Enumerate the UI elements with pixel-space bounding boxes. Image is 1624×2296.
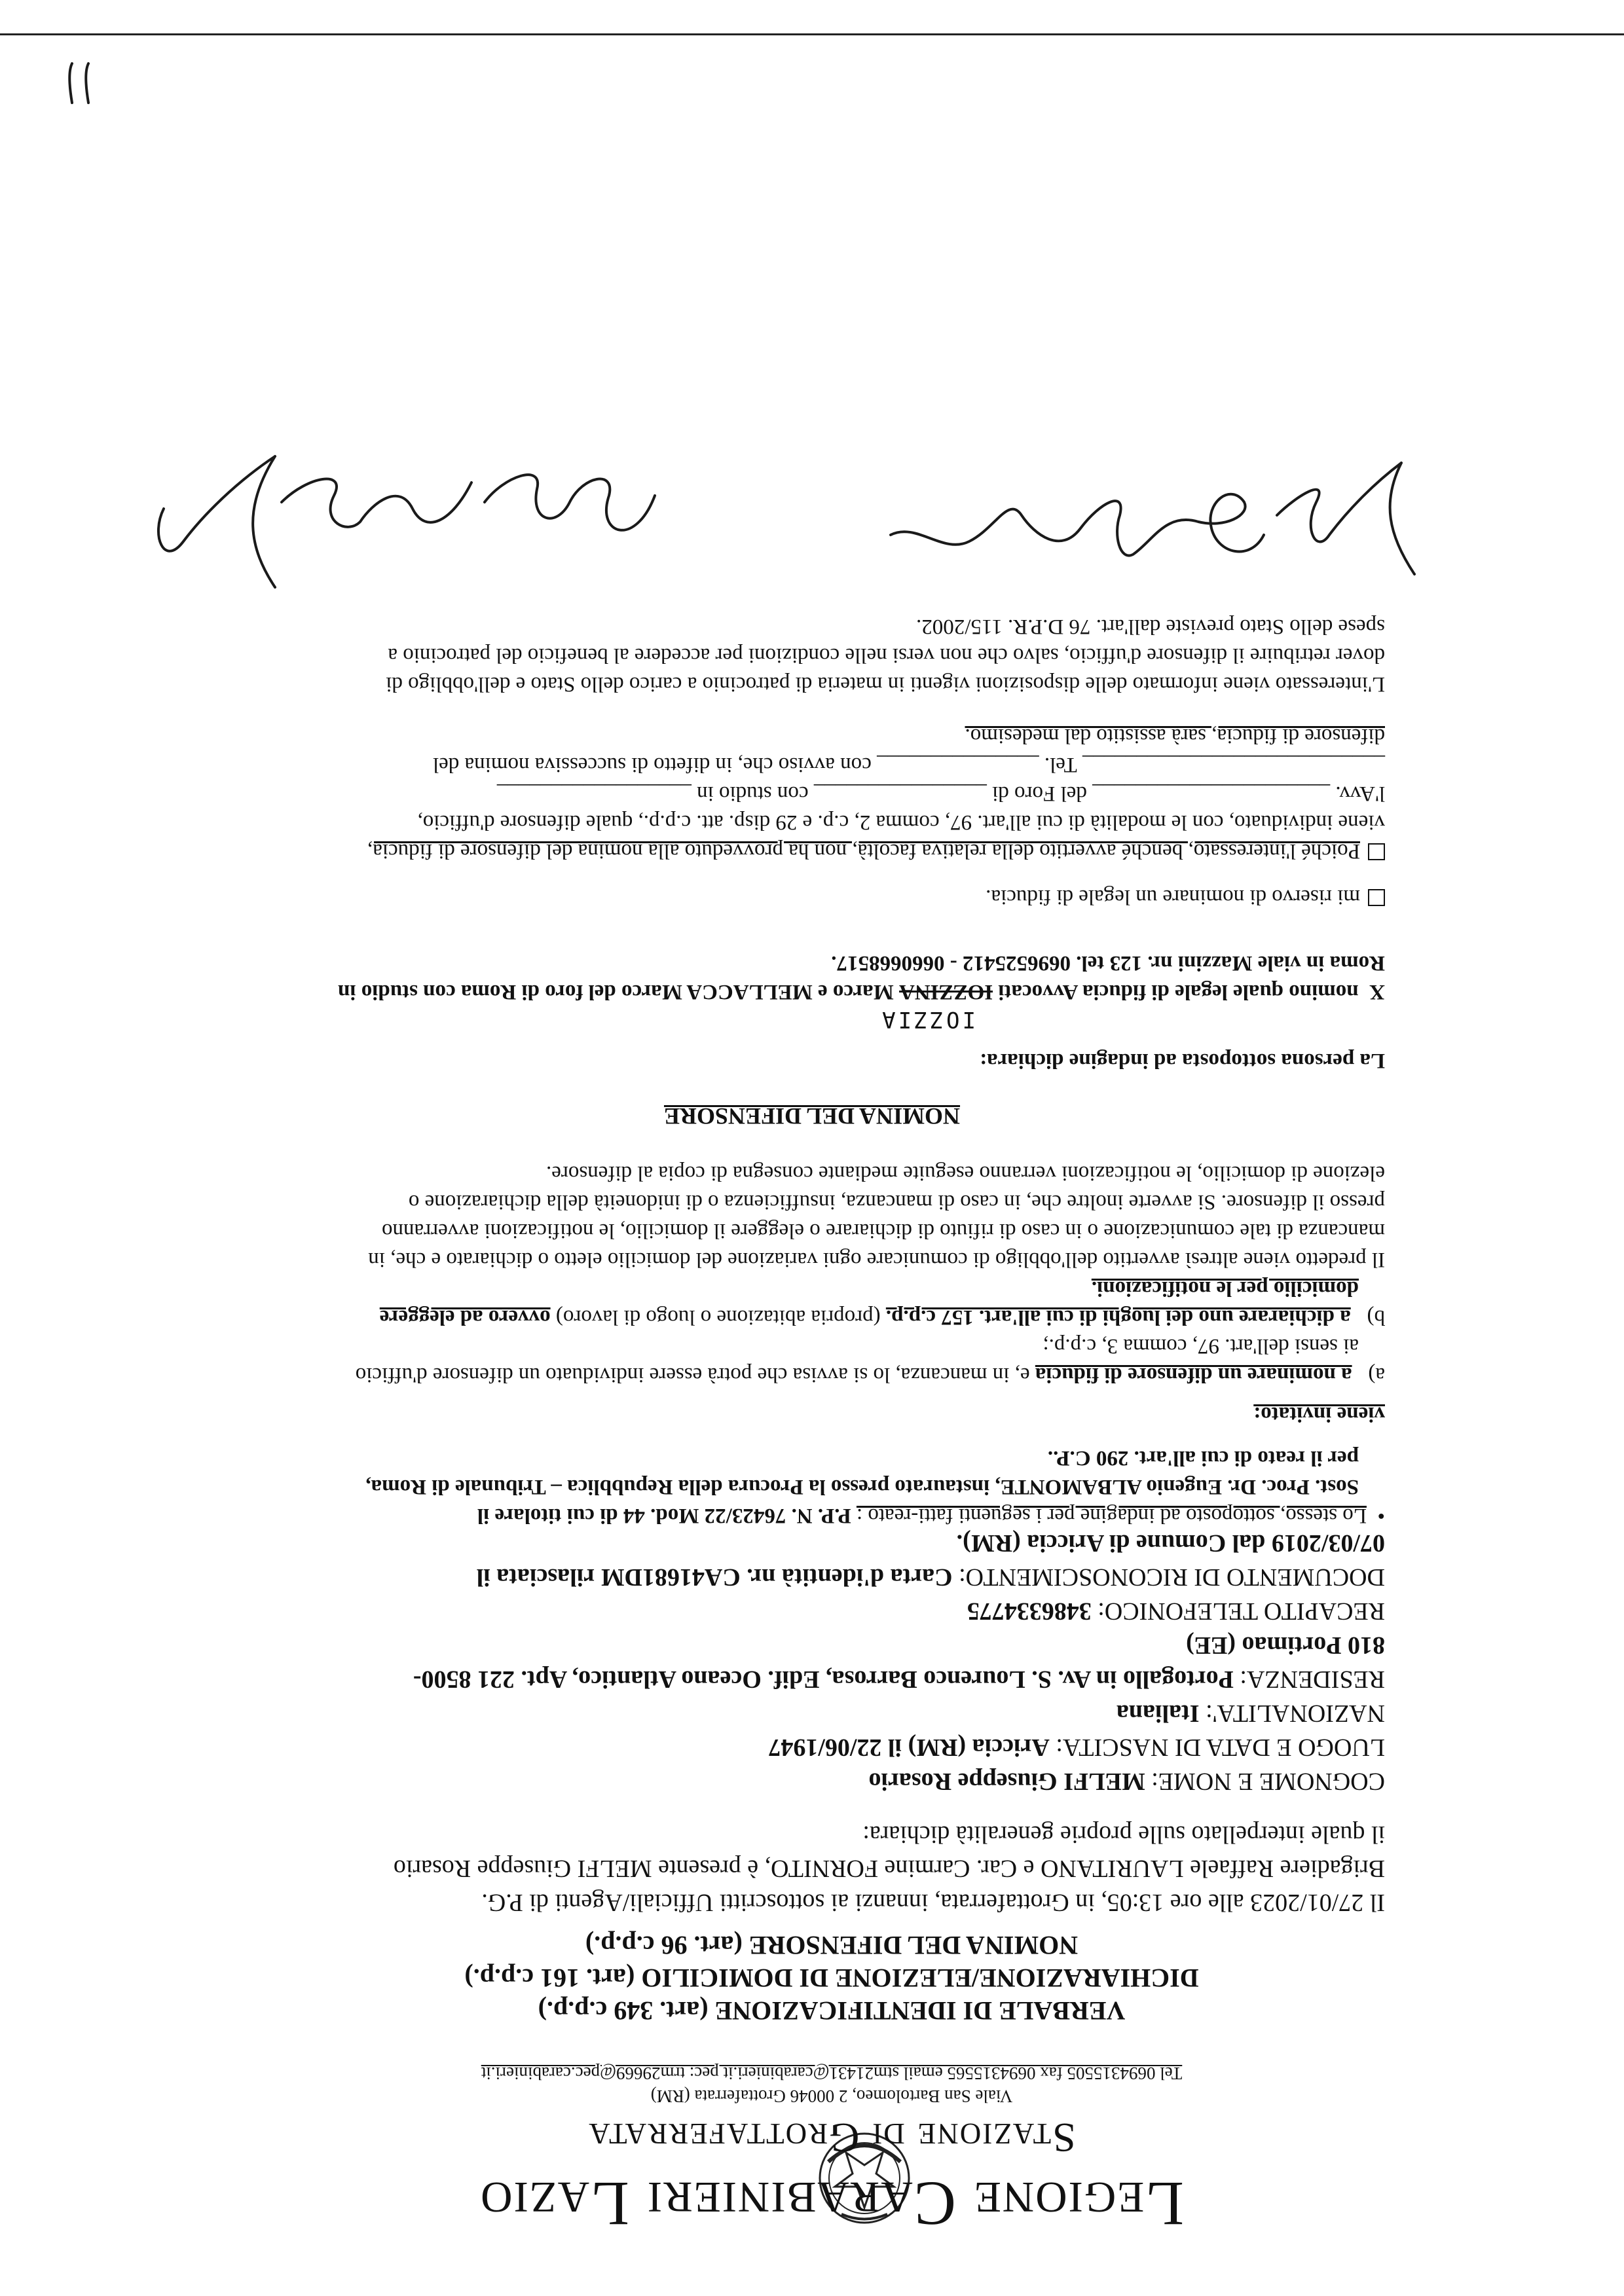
station-name: Stazione di Grottaferrata (587, 2115, 1076, 2161)
legal-aid-notice (232, 607, 1385, 699)
checkbox-icon (1368, 843, 1385, 860)
id-value-cont: 07/03/2019 dal Comune di Ariccia (RM). (956, 1529, 1385, 1557)
declares-label: La persona sottoposta ad indagine dichiara: (980, 1049, 1385, 1072)
option-line: l'Avv. ______________________ del Foro di ________________ con studio in __________________ (496, 782, 1385, 805)
item-a-text-cont: ai sensi dell'art. 97, comma 3, c.p.p.; (1043, 1334, 1359, 1358)
investigation-line: • Lo stesso, sottoposto ad indagine per i seguenti fatti-reato : P.P. N. 76423/22 Mod. 44 di cui titolare il (477, 1504, 1385, 1527)
org-title: Legione Carabinieri Lazio (479, 2169, 1184, 2239)
phone-label: RECAPITO TELEFONICO: (1098, 1597, 1385, 1625)
station-contacts: Tel 0694315505 fax 0694315565 email stm21431@carabinieri.it pec: trm29669@pec.carabinieri.it (481, 2064, 1183, 2083)
notice-line: spese dello Stato previste dall'art. 76 D.P.R. 115/2002. (916, 615, 1385, 638)
nationality-value: Italiana (1116, 1700, 1200, 1727)
investigation-line: Sost. Proc. Dr. Eugenio ALBAMONTE, instaurato presso la Procura della Repubblica – Tribunale di Roma, (365, 1475, 1359, 1499)
option-line: ____________________________ Tel. _______________ con avviso che, in difetto di successiva nomina del (432, 753, 1385, 776)
phone-row (967, 1594, 1385, 1628)
signature-mark (838, 430, 1428, 613)
signature-mark (118, 437, 314, 607)
warning-line: Il predetto viene altresì avvertito dell'obbligo di comunicare ogni variazione del domicilio eletto o dichiarato e che, in (368, 1248, 1385, 1271)
defender-option-chosen (232, 915, 1385, 1006)
investigation-line: per il reato di cui all'art. 290 C.P.. (1047, 1446, 1359, 1470)
blank-label: con studio in (697, 782, 809, 805)
invite-item-a (356, 1360, 1385, 1389)
residence-value-cont: 810 Portimao (EE) (1186, 1631, 1385, 1659)
warning-line: elezione di domicilio, le notificazioni verranno eseguite mediante consegna di copia al difensore. (545, 1161, 1385, 1185)
birth-value: Ariccia (RM) il 22/06/1947 (768, 1734, 1050, 1761)
heading-nomina: NOMINA DEL DIFENSORE (art. 96 c.p.p.) (585, 1931, 1079, 1960)
nationality-label: NAZIONALITA': (1206, 1700, 1385, 1727)
option-text: Marco e MELLACCA Marco del foro di Roma con studio in (337, 980, 894, 1004)
item-a-text: e, in mancanza, lo si avvisa che potrà essere individuato un difensore d'ufficio (355, 1363, 1030, 1387)
item-b-bold2: ovvero ad eleggere (379, 1305, 551, 1329)
defender-option-reserve (986, 883, 1385, 911)
residence-value: Portogallo in Av. S. Lourenco Barrosa, Edif. Oceano Atlantico, Apt. 221 8500- (413, 1666, 1234, 1693)
procedure-number: P.P. N. 76423/22 Mod. 44 di cui titolare il (477, 1504, 851, 1527)
item-b-text: (propria abitazione o luogo di lavoro) (555, 1305, 881, 1329)
option-text: Poiché l'interessato, benché avvertito della relativa facoltà, non ha provveduto alla nomina del difensore di fiducia, (367, 839, 1360, 863)
checkbox-x-mark: X (1369, 980, 1385, 1004)
option-line: difensore di fiducia, sarà assistito dal medesimo. (965, 724, 1385, 748)
warning-line: mancanza di tale comunicazione o in caso di rifiuto di dichiarare o eleggere il domicilio, le notificazioni avverranno (381, 1219, 1385, 1243)
intro-line: il quale interpellato sulle proprie generalità dichiara: (862, 1821, 1385, 1848)
residence-label: RESIDENZA: (1240, 1666, 1385, 1693)
investigation-block (232, 1432, 1385, 1530)
name-label: COGNOME E NOME: (1151, 1768, 1385, 1795)
item-a-bold: a nominare un difensore di fiducia (1035, 1363, 1352, 1387)
section-heading-defender: NOMINA DEL DIFENSORE (663, 1103, 961, 1129)
invited-label: viene invitato: (1253, 1402, 1385, 1426)
station-address: Viale San Bartolomeo, 2 00046 Grottaferrata (RM) (650, 2086, 1013, 2106)
item-marker: a) (1368, 1363, 1385, 1387)
page-edge-rule (0, 33, 1624, 35)
birth-row (768, 1730, 1385, 1764)
option-line: Roma in viale Mazzini nr. 123 tel. 0696525412 - 0660668517. (831, 951, 1385, 975)
heading-verbale: VERBALE DI IDENTIFICAZIONE (art. 349 c.p.p.) (538, 1996, 1126, 2026)
handwritten-correction: IOZZIA (879, 1006, 976, 1032)
option-line: viene individuato, con le modalità di cui all'art. 97, comma 2, c.p. e 29 disp. att. c.p.p., quale difensore d'ufficio, (417, 811, 1385, 834)
option-text: nomino quale legale di fiducia Avvocati (998, 980, 1359, 1004)
id-value: Carta d'identità nr. CA41681DM rilasciata il (476, 1563, 953, 1591)
notice-line: L'interessato viene informato delle disposizioni vigenti in materia di patrocinio a carico dello Stato e dell'obbligo di (386, 672, 1385, 696)
intro-line: Il 27/01/2023 alle ore 13:05, in Grottaferrata, innanzi ai sottoscritti Ufficiali/Agenti di P.G. (481, 1889, 1385, 1916)
residence-row (413, 1662, 1385, 1696)
checkbox-icon (1368, 889, 1385, 906)
birth-label: LUOGO E DATA DI NASCITA: (1056, 1734, 1385, 1761)
nationality-row (1116, 1696, 1385, 1730)
invite-item-b (380, 1303, 1385, 1332)
struck-name: IOZZINA (899, 980, 993, 1004)
heading-domicilio: DICHIARAZIONE/ELEZIONE DI DOMICILIO (art. 161 c.p.p.) (464, 1963, 1199, 1993)
blank-label: del Foro di (992, 782, 1087, 805)
invitation-block (232, 1154, 1385, 1429)
warning-line: presso il difensore. Si avverte inoltre che, in caso di mancanza, insufficienza o di inidoneità della dichiarazione o (408, 1190, 1385, 1214)
option-line (367, 837, 1385, 866)
id-label: DOCUMENTO DI RICONOSCIMENTO: (959, 1563, 1385, 1591)
option-text: con avviso che, in difetto di successiva nomina del (432, 753, 872, 776)
investigation-subject: Lo stesso, sottoposto ad indagine per i seguenti fatti-reato : (856, 1504, 1367, 1527)
item-marker: b) (1367, 1305, 1385, 1329)
margin-mark (59, 57, 98, 109)
option-line (338, 977, 1385, 1006)
name-value: MELFI Giuseppe Rosario (868, 1768, 1145, 1795)
item-b-bold: a dichiarare uno dei luoghi di cui all'art. 157 c.p.p. (885, 1305, 1351, 1329)
blank-label: Tel. (1044, 753, 1077, 776)
intro-line: Brigadiere Raffaele LAURITANO e Car. Carmine FORNITO, è presente MELFI Giuseppe Rosario (393, 1855, 1385, 1882)
notice-line: dover retribuire il difensore d'ufficio, salvo che non versi nelle condizioni per accedere al beneficio del patrocinio a (388, 644, 1385, 667)
id-row (477, 1560, 1385, 1594)
item-b-text-cont: domicilio per le notificazioni. (1091, 1277, 1359, 1300)
blank-label: l'Avv. (1335, 782, 1385, 805)
phone-value: 3486334775 (967, 1597, 1092, 1625)
intro-paragraph (232, 1815, 1385, 1920)
name-row (868, 1764, 1385, 1798)
defender-option-office (232, 702, 1385, 866)
option-text: mi riservo di nominare un legale di fiducia. (986, 885, 1360, 909)
